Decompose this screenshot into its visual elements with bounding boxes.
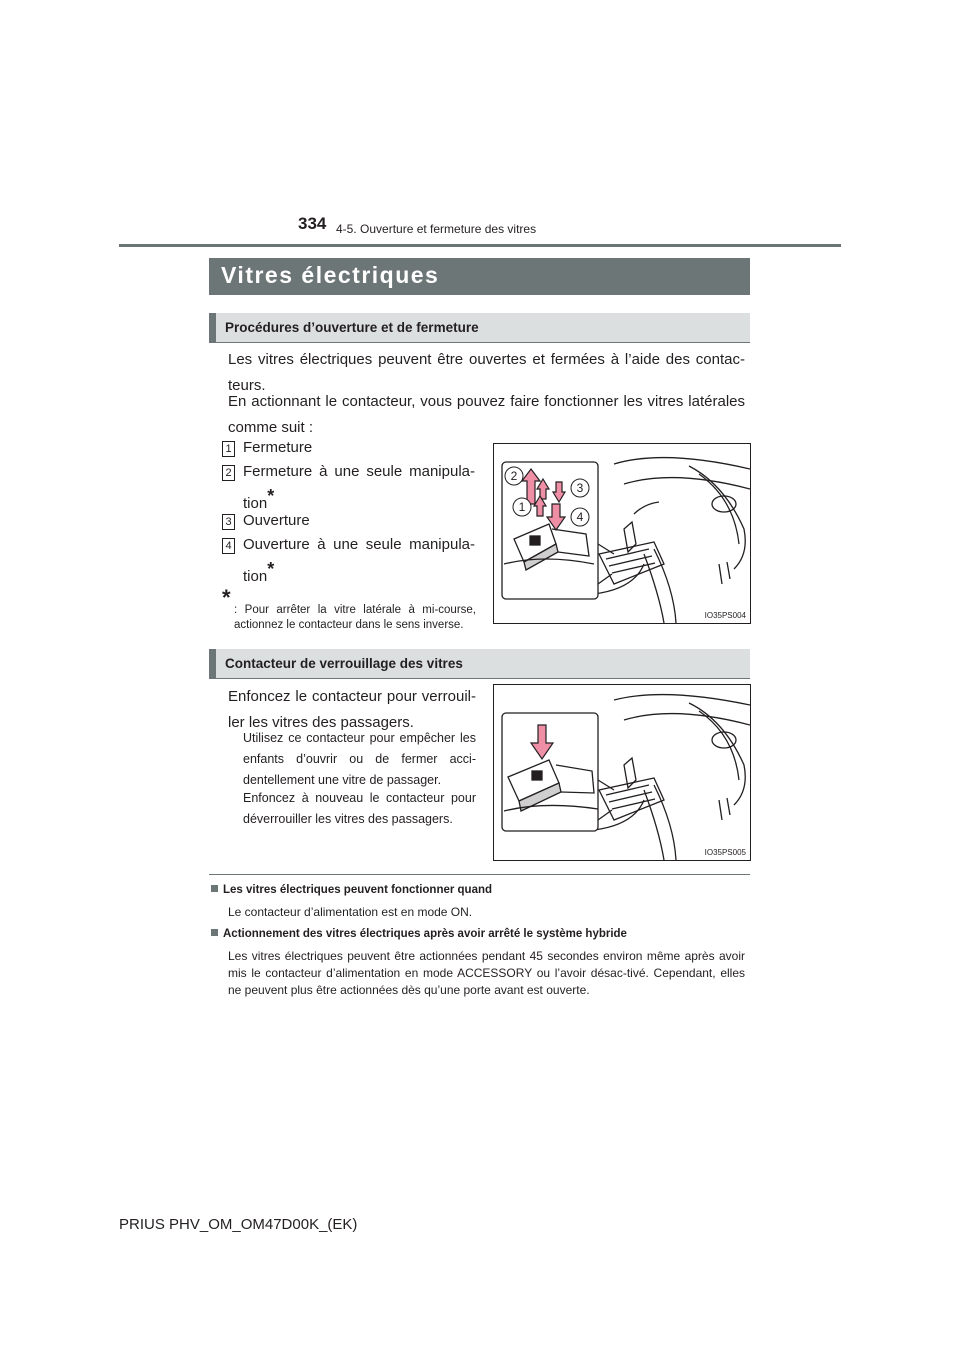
lock-instruction: Enfoncez le contacteur pour verrouil-ler les vitres des passagers.	[228, 688, 476, 731]
intro-paragraph-1: Les vitres électriques peuvent être ouvertes et fermées à l’aide des contac-teurs.	[228, 351, 745, 394]
chapter-title: 4-5. Ouverture et fermeture des vitres	[336, 222, 537, 236]
callout-1: 1	[518, 500, 526, 514]
item-number-4: 4	[222, 538, 235, 554]
callout-2: 2	[510, 469, 518, 483]
subhead-lock-title: Contacteur de verrouillage des vitres	[225, 656, 463, 671]
note-1	[211, 884, 751, 896]
item-number-3: 3	[222, 514, 235, 530]
square-bullet-icon	[211, 885, 218, 892]
lock-detail-2: Enfoncez à nouveau le contacteur pour déverrouiller les vitres des passagers.	[243, 791, 476, 826]
footer-document-id: PRIUS PHV_OM_OM47D00K_(EK)	[119, 1216, 358, 1233]
item-label-4: Ouverture à une seule manipula-tion*	[243, 536, 475, 585]
footnote-text: : Pour arrêter la vitre latérale à mi-course, actionnez le contacteur dans le sens inverse.	[234, 604, 476, 631]
note-1-body: Le contacteur d’alimentation est en mode ON.	[228, 905, 473, 919]
subhead-lock	[209, 649, 750, 678]
figure-window-switches	[493, 443, 751, 624]
asterisk-mark: *	[267, 486, 275, 506]
item-label-1: Fermeture	[243, 439, 313, 456]
item-number-1: 1	[222, 441, 235, 457]
figure-lock-switch	[493, 684, 751, 861]
footnote-asterisk: *	[222, 585, 231, 610]
note-2-title-row	[211, 928, 751, 940]
subhead-bar	[209, 313, 216, 342]
item-label-2: Fermeture à une seule manipula-tion*	[243, 463, 475, 512]
square-bullet-icon	[211, 929, 218, 936]
note-1-title-row	[211, 884, 751, 896]
illustration-door-switch	[494, 444, 750, 623]
callout-3: 3	[576, 481, 584, 495]
figure-code-1: IO35PS004	[704, 611, 746, 620]
subhead-procedures	[209, 313, 750, 342]
subhead-bar	[209, 649, 216, 678]
note-1-title: Les vitres électriques peuvent fonctionner quand	[223, 884, 493, 896]
subhead-rule	[209, 342, 750, 343]
intro-paragraph-2: En actionnant le contacteur, vous pouvez faire fonctionner les vitres latérales comme suit :	[228, 393, 745, 436]
subhead-rule	[209, 678, 750, 679]
page-number: 334	[298, 214, 327, 233]
lock-detail-1: Utilisez ce contacteur pour empêcher les enfants d’ouvrir ou de fermer acci-dentellement une vitre de passager.	[243, 731, 476, 787]
header-rule	[119, 244, 841, 247]
asterisk-mark: *	[267, 559, 275, 579]
note-2	[211, 928, 751, 940]
figure-code-2: IO35PS005	[704, 848, 746, 857]
notes-divider	[209, 874, 750, 875]
item-label-3: Ouverture	[243, 512, 310, 529]
section-banner	[209, 258, 750, 295]
item-number-2: 2	[222, 465, 235, 481]
note-2-title: Actionnement des vitres électriques après avoir arrêté le système hybride	[223, 928, 627, 940]
subhead-procedures-title: Procédures d’ouverture et de fermeture	[225, 320, 479, 335]
section-title: Vitres électriques	[221, 262, 440, 288]
note-2-body: Les vitres électriques peuvent être actionnées pendant 45 secondes environ même après avoir mis le contacteur d’alimentation en mode ACCESSORY ou l’avoir désac-tivé. Cependant, elles ne peuvent plus être actionnées dès qu’une porte avant est ouverte.	[228, 949, 745, 997]
callout-4: 4	[576, 510, 584, 524]
illustration-lock-switch	[494, 685, 750, 860]
